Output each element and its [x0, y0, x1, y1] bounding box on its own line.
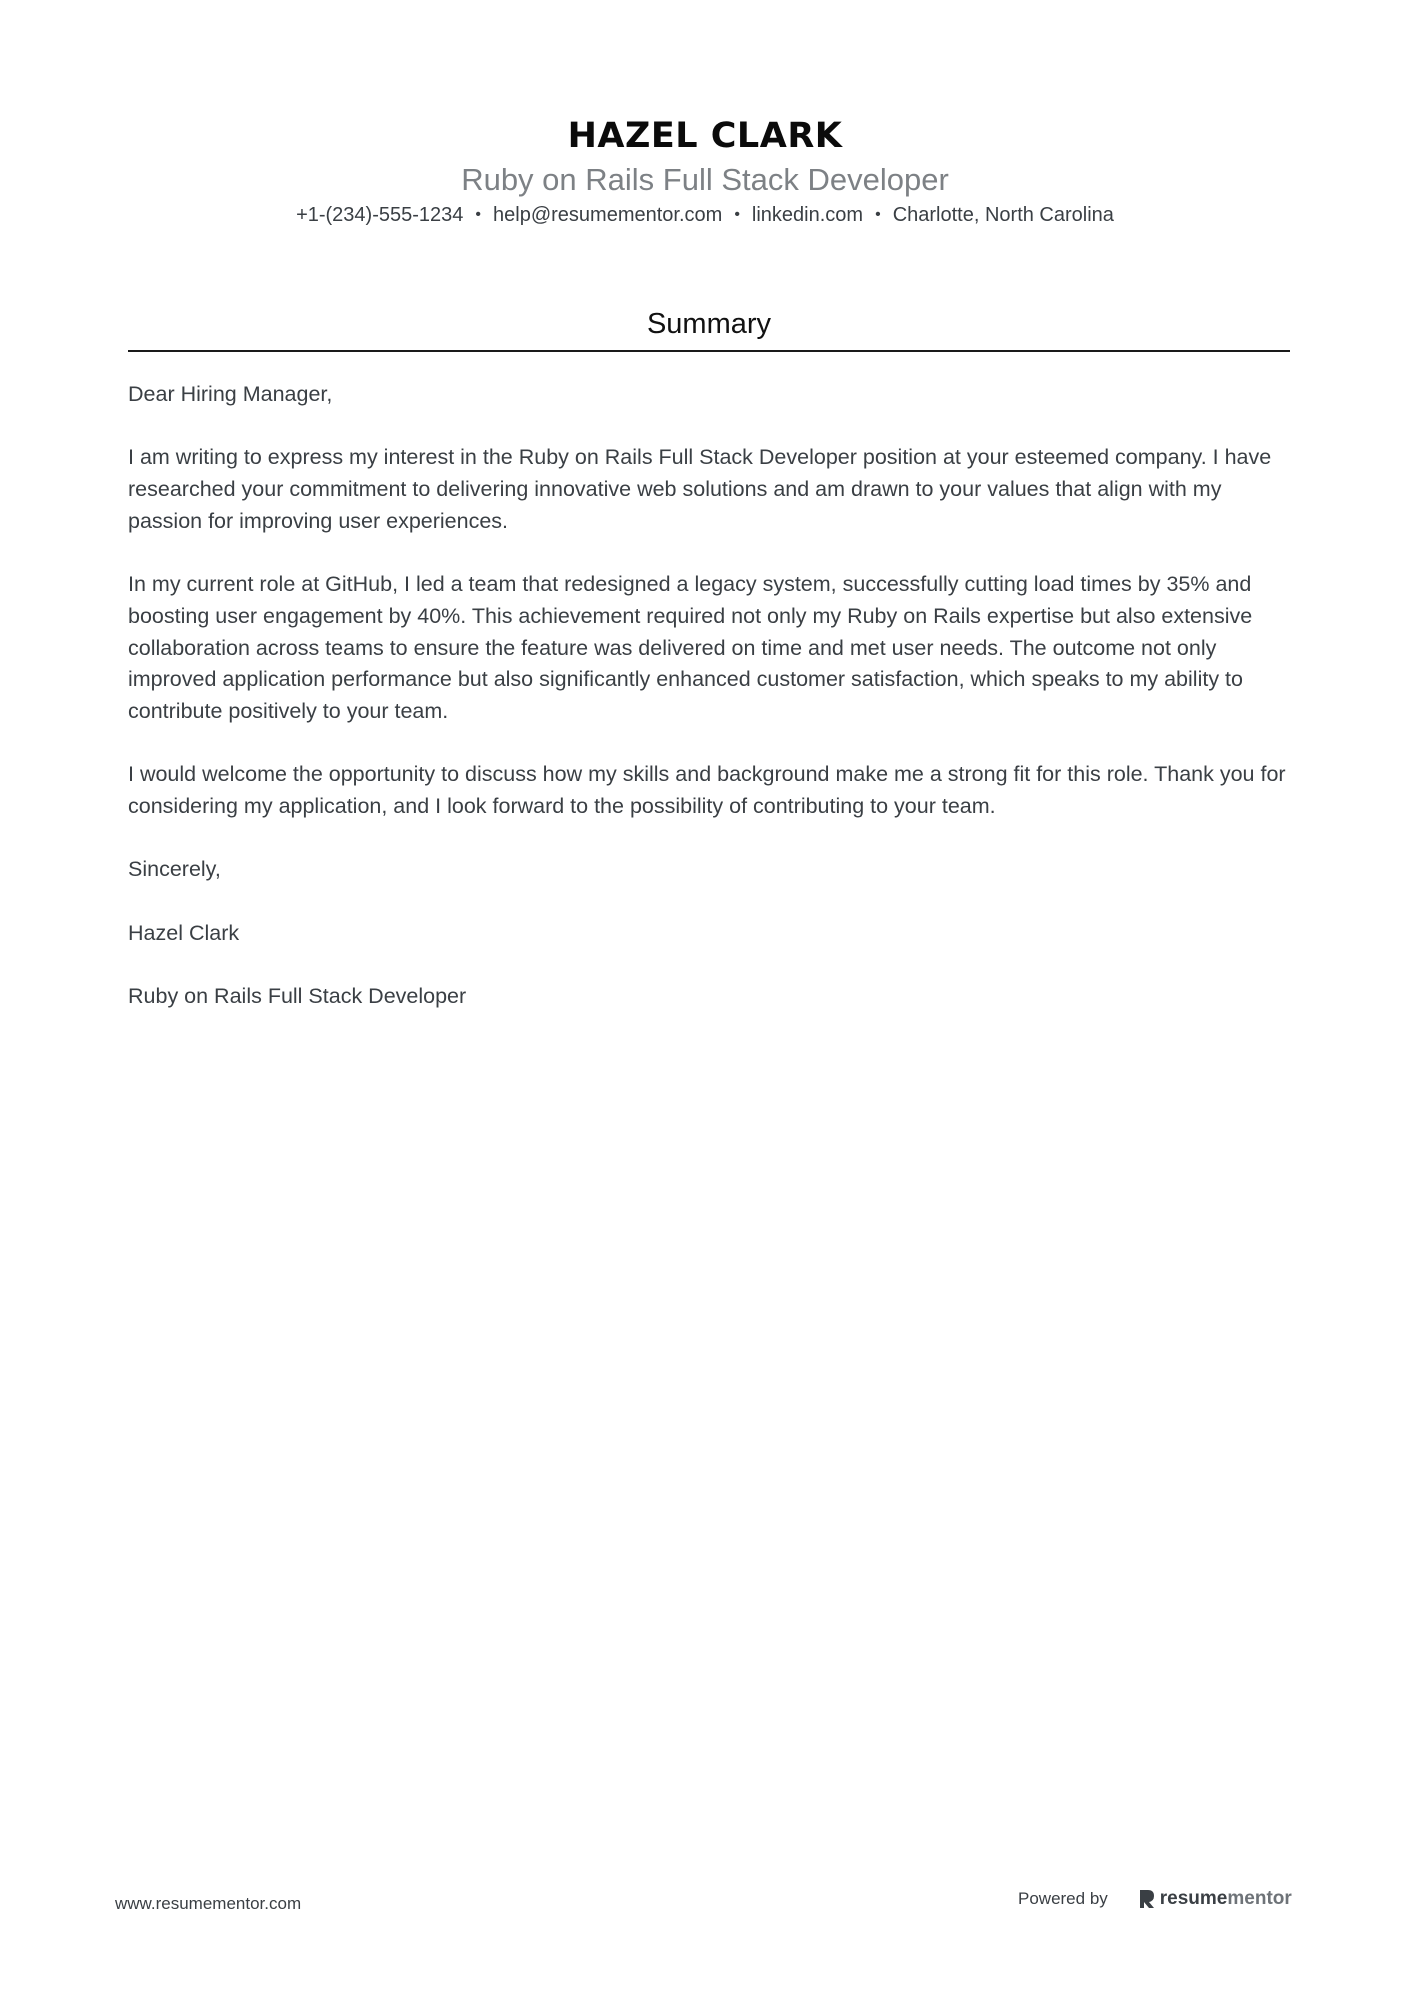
contact-linkedin: linkedin.com	[751, 204, 864, 226]
brand-logo-text[interactable]	[1160, 1888, 1292, 1910]
section-divider	[128, 350, 1290, 352]
letter-paragraph-3: I would welcome the opportunity to discuss how my skills and background make me a strong fit for this role. Thank you for considering my application, and I look forward to the possibility of contributing to your team.	[128, 762, 1286, 819]
resumementor-logo-icon	[1138, 1888, 1156, 1910]
signature-title: Ruby on Rails Full Stack Developer	[128, 984, 467, 1009]
contact-separator: •	[734, 206, 740, 223]
applicant-title: Ruby on Rails Full Stack Developer	[461, 162, 949, 197]
signature-name: Hazel Clark	[128, 920, 240, 945]
letter-header	[0, 112, 1410, 230]
footer-branding	[1018, 1888, 1292, 1910]
contact-email: help@resumementor.com	[493, 204, 723, 226]
contact-line	[0, 202, 1410, 230]
contact-phone: +1-(234)-555-1234	[296, 204, 464, 226]
applicant-name: HAZEL CLARK	[567, 116, 843, 156]
brand-name-part1: resume	[1159, 1888, 1228, 1909]
letter-paragraph-1: I am writing to express my interest in the Ruby on Rails Full Stack Developer position at your esteemed company. I have researched your commitment to delivering innovative web solutions and am drawn to your values that align with my passion for improving user experiences.	[128, 445, 1272, 533]
letter-paragraph-2: In my current role at GitHub, I led a team that redesigned a legacy system, successfully cutting load times by 35% and boosting user engagement by 40%. This achievement required not only my Ruby on Rails expertise but also extensive collaboration across teams to ensure the feature was delivered on time and met user needs. The outcome not only improved application performance but also significantly enhanced customer satisfaction, which speaks to my ability to contribute positively to your team.	[128, 572, 1253, 723]
contact-location: Charlotte, North Carolina	[892, 204, 1114, 226]
letter-greeting: Dear Hiring Manager,	[128, 382, 333, 406]
contact-separator: •	[875, 206, 881, 223]
footer-website-link[interactable]: www.resumementor.com	[115, 1894, 302, 1913]
letter-body	[128, 379, 1290, 1045]
powered-by-label: Powered by	[1018, 1889, 1108, 1908]
section-title: Summary	[646, 308, 772, 340]
contact-separator: •	[475, 206, 482, 223]
letter-closing: Sincerely,	[128, 857, 221, 882]
brand-name-part2: mentor	[1227, 1888, 1292, 1909]
